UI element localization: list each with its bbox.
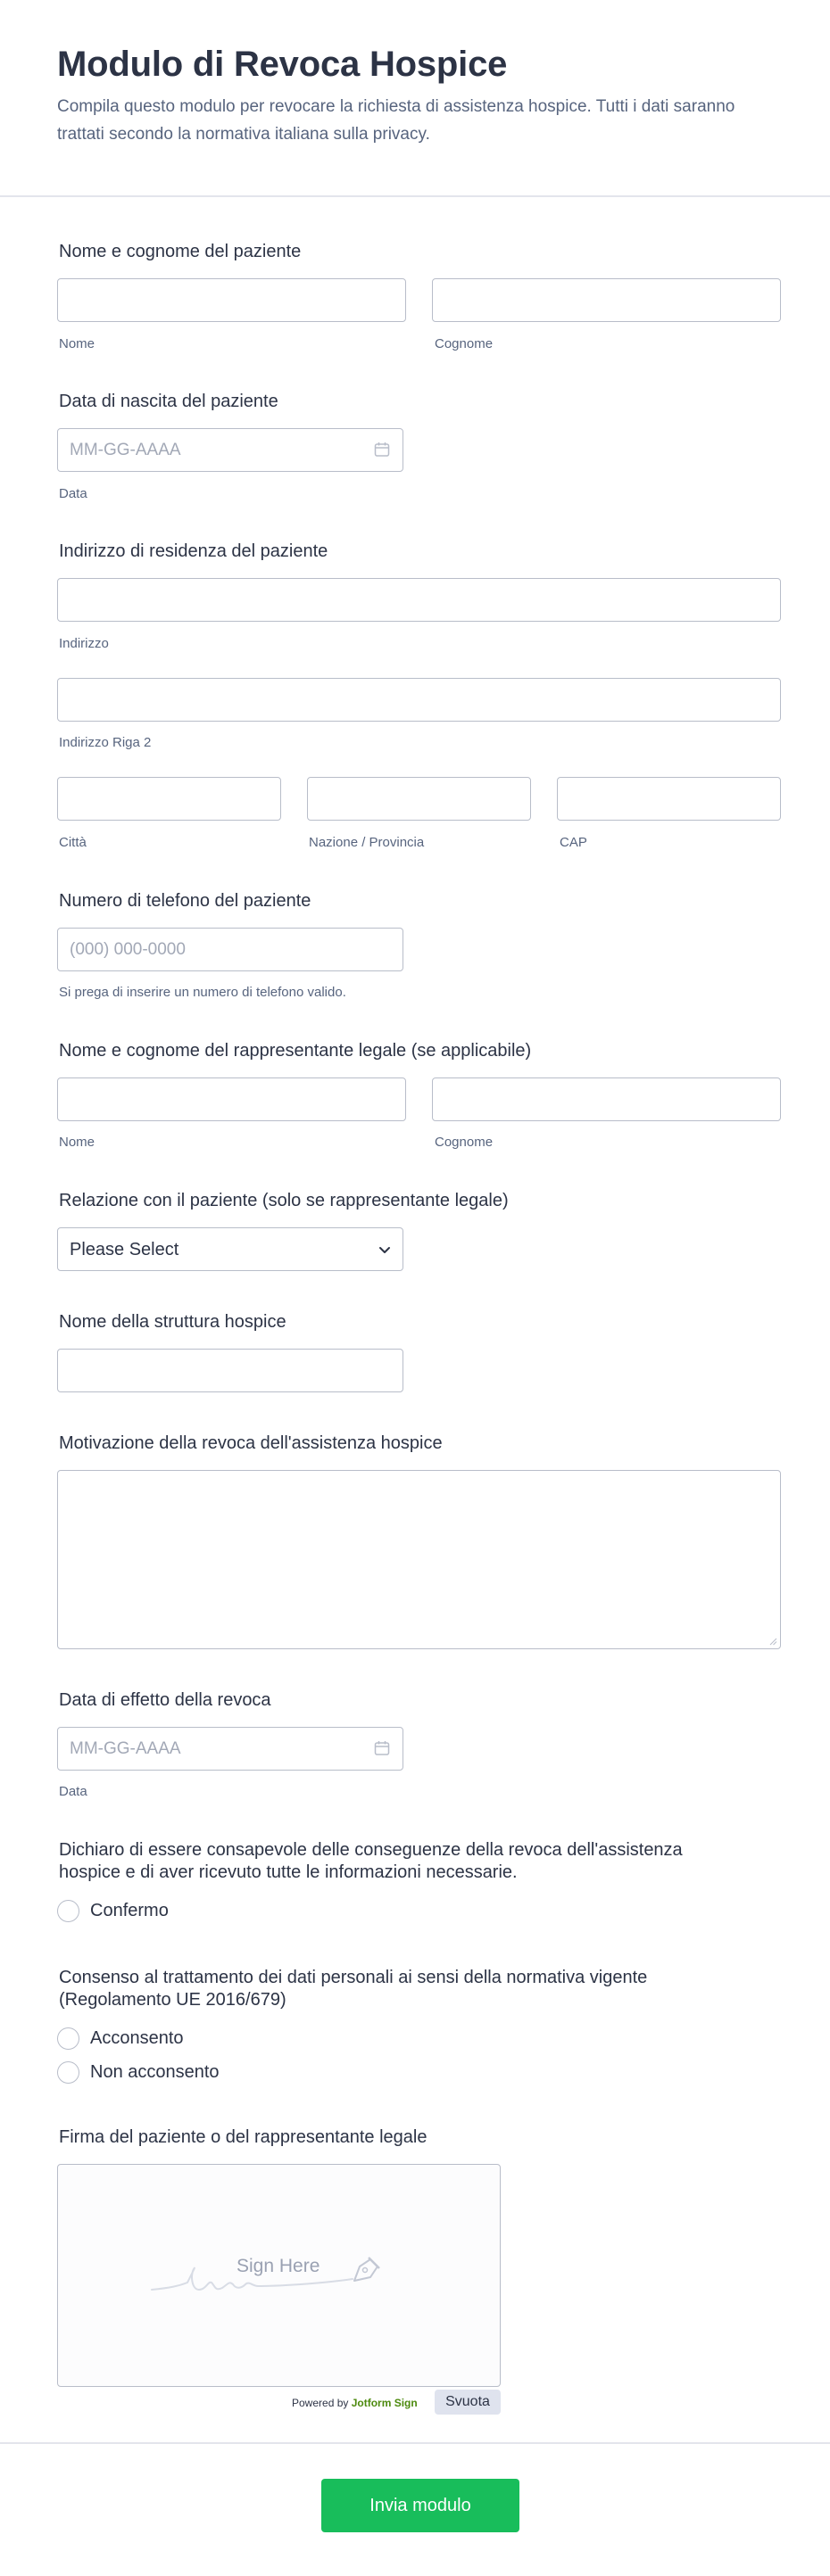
consent-option-acconsento[interactable] xyxy=(57,2026,184,2051)
declaration-label-line2: hospice e di aver ricevuto tutte le informazioni necessarie. xyxy=(59,1862,518,1882)
reason-textarea[interactable] xyxy=(57,1470,781,1649)
phone-placeholder: (000) 000-0000 xyxy=(70,940,186,959)
consent-option-label[interactable]: Acconsento xyxy=(90,2027,184,2048)
zip-input[interactable] xyxy=(557,777,781,821)
city-input[interactable] xyxy=(57,777,281,821)
clear-signature-button[interactable]: Svuota xyxy=(435,2390,501,2415)
patient-last-name-input[interactable] xyxy=(432,278,781,322)
declaration-option-label[interactable]: Confermo xyxy=(90,1900,169,1920)
birth-date-placeholder: MM-GG-AAAA xyxy=(70,441,181,459)
phone-hint: Si prega di inserire un numero di telefono valido. xyxy=(59,985,346,1000)
rep-first-name-input[interactable] xyxy=(57,1077,406,1121)
address-line1-sublabel: Indirizzo xyxy=(59,636,109,651)
signature-placeholder: Sign Here xyxy=(237,2256,320,2276)
consent-option-label[interactable]: Non acconsento xyxy=(90,2061,220,2082)
relation-selected-value: Please Select xyxy=(70,1240,179,1259)
radio-button[interactable] xyxy=(57,2061,79,2084)
reason-label: Motivazione della revoca dell'assistenza hospice xyxy=(59,1433,443,1453)
rep-last-name-sublabel: Cognome xyxy=(435,1135,494,1150)
radio-button[interactable] xyxy=(57,1900,79,1922)
address-line1-input[interactable] xyxy=(57,578,781,622)
form-footer xyxy=(0,2442,830,2576)
birth-date-input[interactable] xyxy=(57,428,403,472)
rep-last-name-input[interactable] xyxy=(432,1077,781,1121)
state-sublabel: Nazione / Provincia xyxy=(309,835,425,850)
rep-name-label: Nome e cognome del rappresentante legale (se applicabile) xyxy=(59,1041,532,1061)
patient-name-label: Nome e cognome del paziente xyxy=(59,242,302,261)
calendar-icon[interactable] xyxy=(374,1740,390,1756)
patient-last-name-sublabel: Cognome xyxy=(435,336,494,351)
address-line2-input[interactable] xyxy=(57,678,781,722)
signature-label: Firma del paziente o del rappresentante legale xyxy=(59,2127,427,2147)
phone-label: Numero di telefono del paziente xyxy=(59,891,311,911)
phone-input[interactable] xyxy=(57,928,403,971)
consent-option-non-acconsento[interactable] xyxy=(57,2060,220,2085)
radio-button[interactable] xyxy=(57,2027,79,2050)
declaration-label-line1: Dichiaro di essere consapevole delle conseguenze della revoca dell'assistenza xyxy=(59,1840,683,1860)
signature-scribble-icon xyxy=(147,2247,424,2300)
hospice-label: Nome della struttura hospice xyxy=(59,1312,286,1332)
powered-by-text xyxy=(292,2397,418,2409)
declaration-option-confermo[interactable] xyxy=(57,1898,169,1923)
effective-date-input[interactable] xyxy=(57,1727,403,1771)
powered-prefix: Powered by xyxy=(292,2397,349,2409)
effective-date-label: Data di effetto della revoca xyxy=(59,1690,271,1710)
hospice-name-input[interactable] xyxy=(57,1349,403,1392)
state-input[interactable] xyxy=(307,777,531,821)
consent-label-line1: Consenso al trattamento dei dati personali ai sensi della normativa vigente xyxy=(59,1968,648,1987)
powered-brand: Jotform Sign xyxy=(351,2397,418,2409)
form-header xyxy=(0,0,830,197)
birth-date-label: Data di nascita del paziente xyxy=(59,392,278,411)
signature-pad[interactable] xyxy=(57,2164,501,2387)
relation-label: Relazione con il paziente (solo se rappresentante legale) xyxy=(59,1191,509,1210)
address-label: Indirizzo di residenza del paziente xyxy=(59,541,328,561)
effective-date-sublabel: Data xyxy=(59,1784,87,1799)
chevron-down-icon xyxy=(378,1243,392,1257)
zip-sublabel: CAP xyxy=(560,835,587,850)
effective-date-placeholder: MM-GG-AAAA xyxy=(70,1739,181,1758)
resize-handle-icon[interactable] xyxy=(768,1637,777,1646)
page-title: Modulo di Revoca Hospice xyxy=(57,45,508,84)
patient-first-name-sublabel: Nome xyxy=(59,336,95,351)
birth-date-sublabel: Data xyxy=(59,486,87,501)
calendar-icon[interactable] xyxy=(374,442,390,458)
address-line2-sublabel: Indirizzo Riga 2 xyxy=(59,735,152,750)
city-sublabel: Città xyxy=(59,835,87,850)
form-description: Compila questo modulo per revocare la richiesta di assistenza hospice. Tutti i dati saranno trattati secondo la normativa italiana sulla privacy. xyxy=(57,97,735,144)
consent-label-line2: (Regolamento UE 2016/679) xyxy=(59,1990,286,2010)
patient-first-name-input[interactable] xyxy=(57,278,406,322)
submit-button[interactable]: Invia modulo xyxy=(321,2479,519,2532)
rep-first-name-sublabel: Nome xyxy=(59,1135,95,1150)
relation-select[interactable] xyxy=(57,1227,403,1271)
